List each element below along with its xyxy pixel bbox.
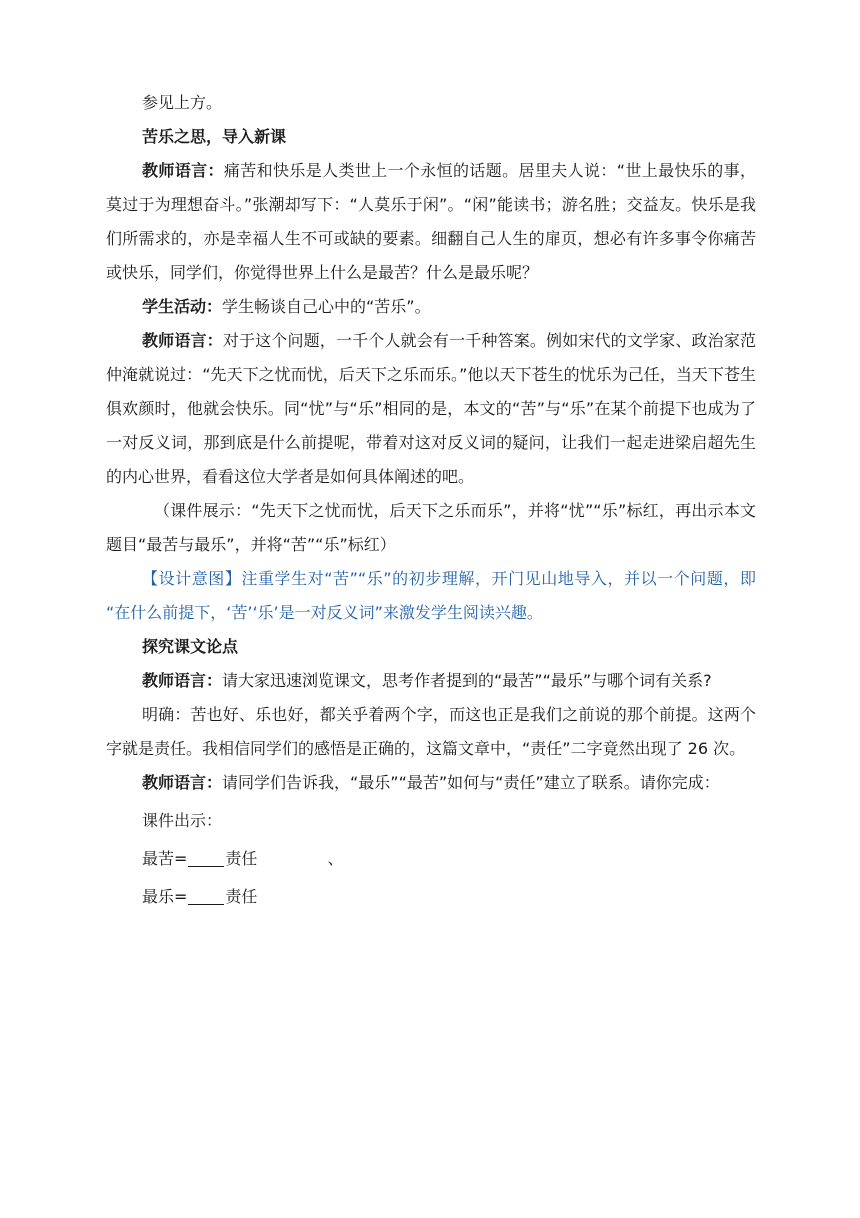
speaker-label: 教师语言：	[142, 161, 224, 180]
formula-most-joyful: 最乐= 责任	[142, 887, 258, 906]
paragraph-slide-note: （课件展示：“先天下之忧而忧，后天下之乐而乐”，并将“忧”“乐”标红，再出示本文题目“最苦与最乐”，并将“苦”“乐”标红）	[106, 501, 756, 554]
paragraph-teacher-1: 教师语言：痛苦和快乐是人类世上一个永恒的话题。居里夫人说：“世上最快乐的事，莫过于为理想奋斗。”张潮却写下：“人莫乐于闲”。“闲”能读书；游名胜；交益友。快乐是我们所需求的，亦是幸福人生不可或缺的要素。细翻自己人生的扉页，想必有许多事令你痛苦或快乐，同学们，你觉得世界上什么是最苦？什么是最乐呢？	[106, 161, 756, 282]
paragraph-student-activity: 学生活动：学生畅谈自己心中的“苦乐”。	[142, 297, 431, 316]
speaker-label: 教师语言：	[142, 331, 223, 350]
speaker-label: 教师语言：	[142, 773, 223, 792]
paragraph-slide-show: 课件出示：	[142, 811, 223, 830]
paragraph-clarify: 明确：苦也好、乐也好，都关乎着两个字，而这也正是我们之前说的那个前提。这两个字就是责任。我相信同学们的感悟是正确的，这篇文章中，“责任”二字竟然出现了 26 次。	[106, 705, 756, 758]
section-heading-intro: 苦乐之思，导入新课	[142, 127, 287, 146]
paragraph-design-intent: 【设计意图】注重学生对“苦”“乐”的初步理解，开门见山地导入，并以一个问题，即 “在什么前提下，‘苦’‘乐’是一对反义词”来激发学生阅读兴趣。	[106, 569, 756, 622]
fill-in-blank	[188, 888, 224, 905]
fill-in-blank	[188, 850, 224, 867]
paragraph-teacher-3: 教师语言：请大家迅速浏览课文，思考作者提到的“最苦”“最乐”与哪个词有关系?	[142, 671, 712, 690]
speaker-label: 学生活动：	[142, 297, 223, 316]
document-body	[106, 86, 756, 914]
paragraph-teacher-4: 教师语言：请同学们告诉我，“最乐”“最苦”如何与“责任”建立了联系。请你完成：	[142, 773, 720, 792]
formula-most-bitter: 最苦= 责任 、	[142, 849, 344, 868]
speaker-label: 教师语言：	[142, 671, 223, 690]
section-heading-thesis: 探究课文论点	[142, 637, 239, 656]
paragraph-see-above: 参见上方。	[142, 93, 223, 112]
paragraph-teacher-2: 教师语言：对于这个问题，一千个人就会有一千种答案。例如宋代的文学家、政治家范仲淹就说过：“先天下之忧而忧，后天下之乐而乐。”他以天下苍生的忧乐为己任，当天下苍生俱欢颜时，他就会快乐。同“忧”与“乐”相同的是，本文的“苦”与“乐”在某个前提下也成为了一对反义词，那到底是什么前提呢，带着对这对反义词的疑问，让我们一起走进梁启超先生的内心世界，看看这位大学者是如何具体阐述的吧。	[106, 331, 756, 486]
